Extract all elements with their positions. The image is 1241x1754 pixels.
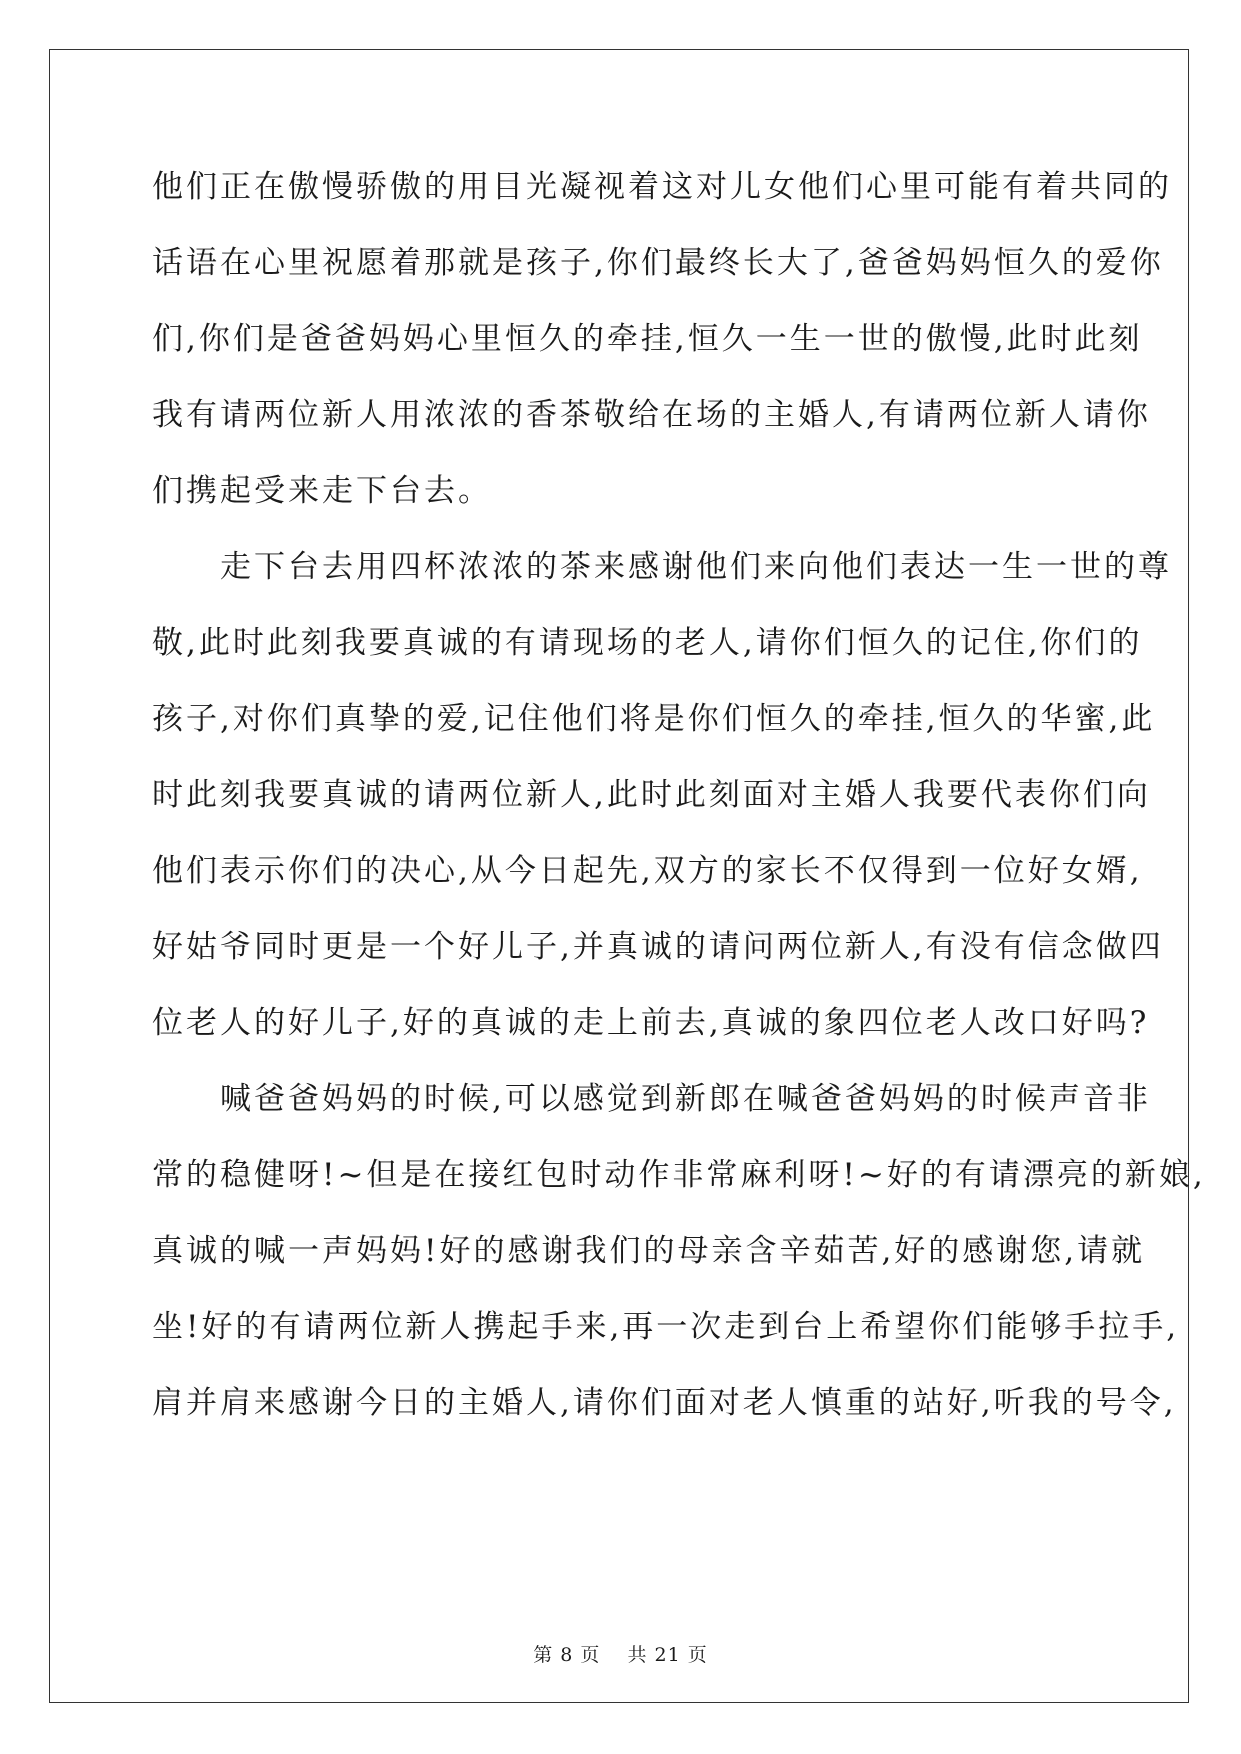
text-line: 坐!好的有请两位新人携起手来,再一次走到台上希望你们能够手拉手, [152, 1309, 1180, 1345]
document-body [152, 160, 1206, 1452]
text-line: 孩子,对你们真挚的爱,记住他们将是你们恒久的牵挂,恒久的华蜜,此 [152, 701, 1156, 737]
text-line: 真诚的喊一声妈妈!好的感谢我们的母亲含辛茹苦,好的感谢您,请就 [152, 1233, 1146, 1269]
text-line: 走下台去用四杯浓浓的茶来感谢他们来向他们表达一生一世的尊 [152, 549, 1172, 585]
text-line: 常的稳健呀!~但是在接红包时动作非常麻利呀!~好的有请漂亮的新娘, [152, 1157, 1206, 1193]
text-line: 好姑爷同时更是一个好儿子,并真诚的请问两位新人,有没有信念做四 [152, 929, 1164, 965]
text-line: 我有请两位新人用浓浓的香茶敬给在场的主婚人,有请两位新人请你 [152, 397, 1151, 433]
text-line: 时此刻我要真诚的请两位新人,此时此刻面对主婚人我要代表你们向 [152, 777, 1151, 813]
text-line: 位老人的好儿子,好的真诚的走上前去,真诚的象四位老人改口好吗? [152, 1005, 1150, 1041]
page-number-footer: 第 8 页 共 21 页 [533, 1644, 708, 1666]
text-line: 肩并肩来感谢今日的主婚人,请你们面对老人慎重的站好,听我的号令, [152, 1385, 1177, 1421]
text-line: 们,你们是爸爸妈妈心里恒久的牵挂,恒久一生一世的傲慢,此时此刻 [152, 321, 1143, 357]
text-line: 话语在心里祝愿着那就是孩子,你们最终长大了,爸爸妈妈恒久的爱你 [152, 245, 1164, 281]
text-line: 他们正在傲慢骄傲的用目光凝视着这对儿女他们心里可能有着共同的 [152, 169, 1172, 205]
text-line: 们携起受来走下台去。 [152, 473, 492, 509]
text-line: 敬,此时此刻我要真诚的有请现场的老人,请你们恒久的记住,你们的 [152, 625, 1143, 661]
text-line: 喊爸爸妈妈的时候,可以感觉到新郎在喊爸爸妈妈的时候声音非 [152, 1081, 1151, 1117]
text-line: 他们表示你们的决心,从今日起先,双方的家长不仅得到一位好女婿, [152, 853, 1143, 889]
